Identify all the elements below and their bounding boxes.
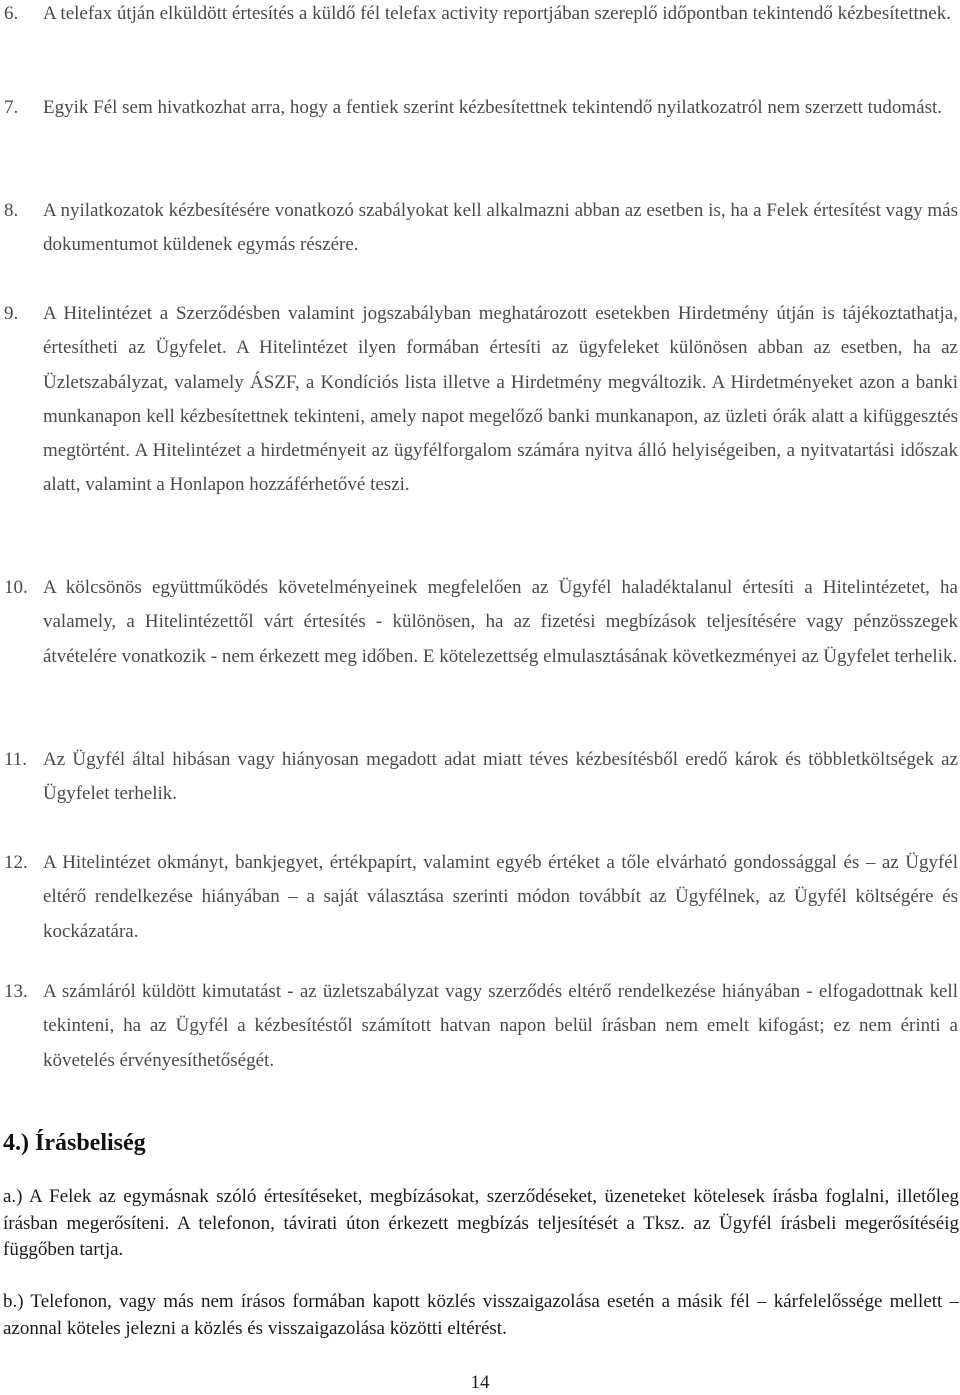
clause-7 <box>0 91 958 125</box>
clause-number: 7. <box>4 97 19 118</box>
clause-text: A Hitelintézet okmányt, bankjegyet, értékpapírt, valamint egyéb értéket a tőle elvárható gondossággal és – az Ügyfél eltérő rendelkezése hiányában – a saját választása szerinti módon továbbít az Ügyfélnek, az Ügyfél költségére és kockázatára. <box>43 852 958 942</box>
clause-11 <box>0 743 958 812</box>
clause-number: 12. <box>4 852 28 873</box>
clause-number: 9. <box>4 303 19 324</box>
clause-number: 8. <box>4 200 19 221</box>
paragraph-a: a.) A Felek az egymásnak szóló értesítéseket, megbízásokat, szerződéseket, üzeneteket kötelesek írásba foglalni, illetőleg írásban megerősíteni. A telefonon, távirati úton érkezett megbízás teljesítését a Tksz. az Ügyfél írásbeli megerősítéséig függőben tartja. <box>3 1186 959 1260</box>
clause-9 <box>0 297 958 503</box>
clause-number: 13. <box>4 981 28 1002</box>
clause-6 <box>0 0 958 31</box>
page-number: 14 <box>470 1372 490 1393</box>
clause-text: Egyik Fél sem hivatkozhat arra, hogy a fentiek szerint kézbesítettnek tekintendő nyilatkozatról nem szerzett tudomást. <box>43 97 943 118</box>
clause-10 <box>0 571 958 674</box>
clause-number: 6. <box>4 3 19 24</box>
clause-text: A telefax útján elküldött értesítés a küldő fél telefax activity reportjában szereplő időpontban tekintendő kézbesítettnek. <box>43 3 951 24</box>
clause-text: A számláról küldött kimutatást - az üzletszabályzat vagy szerződés eltérő rendelkezése hiányában - elfogadottnak kell tekinteni, ha az Ügyfél a kézbesítéstől számított hatvan napon belül írásban nem emelt kifogást; ez nem érinti a követelés érvényesíthetőségét. <box>43 981 958 1071</box>
section-heading: 4.) Írásbeliség <box>3 1130 146 1156</box>
clause-text: A nyilatkozatok kézbesítésére vonatkozó szabályokat kell alkalmazni abban az esetben is, ha a Felek értesítést vagy más dokumentumot küldenek egymás részére. <box>43 200 958 256</box>
clause-text: Az Ügyfél által hibásan vagy hiányosan megadott adat miatt téves kézbesítésből eredő károk és többletköltségek az Ügyfelet terhelik. <box>43 749 958 805</box>
clause-13 <box>0 975 958 1078</box>
clause-12 <box>0 846 958 949</box>
clause-text: A kölcsönös együttműködés követelményeinek megfelelően az Ügyfél haladéktalanul értesíti a Hitelintézetet, ha valamely, a Hitelintézettől várt értesítés - különösen, ha az fizetési megbízások teljesítésére vagy pénzösszegek átvételére vonatkozik - nem érkezett meg időben. E kötelezettség elmulasztásának következményei az Ügyfelet terhelik. <box>43 577 958 667</box>
clause-number: 10. <box>4 577 28 598</box>
clause-text: A Hitelintézet a Szerződésben valamint jogszabályban meghatározott esetekben Hirdetmény útján is tájékoztathatja, értesítheti az Ügyfelet. A Hitelintézet ilyen formában értesíti az ügyfeleket különösen abban az esetben, ha az Üzletszabályzat, valamely ÁSZF, a Kondíciós lista illetve a Hirdetmény megváltozik. A Hirdetményeket azon a banki munkanapon kell kézbesítettnek tekinteni, amely napot megelőző banki munkanapon, az üzleti órák alatt a kifüggesztés megtörtént. A Hitelintézet a hirdetményeit az ügyfélforgalom számára nyitva álló helyiségeiben, a nyitvatartási időszak alatt, valamint a Honlapon hozzáférhetővé teszi. <box>43 303 958 496</box>
clause-8 <box>0 194 958 263</box>
clause-number: 11. <box>4 749 28 770</box>
paragraph-b: b.) Telefonon, vagy más nem írásos formában kapott közlés visszaigazolása esetén a másik fél – kárfelelőssége mellett – azonnal köteles jelezni a közlés és visszaigazolása közötti eltérést. <box>3 1291 959 1339</box>
